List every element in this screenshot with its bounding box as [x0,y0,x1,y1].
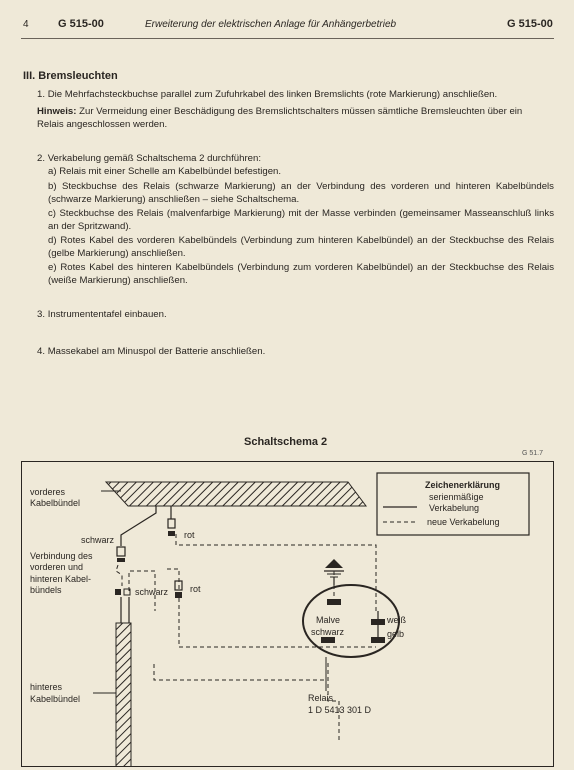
new-wire-d [176,534,376,611]
label-malve: Malve [316,615,341,625]
step-2c [48,208,554,233]
step-2d-letter: d) [48,235,57,246]
connector-rot-top-plug [168,531,175,536]
label-schwarz-top: schwarz [81,535,115,545]
label-schwarz-mid: schwarz [135,587,169,597]
label-kabelbuendel-rear: Kabelbündel [30,694,81,704]
step-2d-text: Rotes Kabel des vorderen Kabelbündels (Verbindung zum hinteren Kabelbündel) an der Steckbuchse des Relais (gelbe Markierung) anschließen. [48,235,554,259]
label-schwarz-relay: schwarz [311,627,345,637]
label-verbindung-1: Verbindung des [30,551,93,561]
hint-line2: Relais angeschlossen werden. [37,119,168,130]
step-3-text: Instrumententafel einbauen. [47,309,167,320]
wire-bridge-left [116,565,122,586]
connector-schwarz-mid-left [115,589,121,595]
label-kabelbuendel-front: Kabelbündel [30,498,81,508]
label-relais: Relais [308,693,334,703]
relay-terminal-weiss [371,619,385,625]
label-hinteres: hinteres [30,682,63,692]
step-2c-letter: c) [48,208,56,219]
doc-title: Erweiterung der elektrischen Anlage für Anhängerbetrieb [145,19,397,30]
step-2a-letter: a) [48,166,57,177]
step-2 [37,152,557,165]
doc-code-left: G 515-00 [58,18,104,30]
step-4-text: Massekabel am Minuspol der Batterie anschließen. [47,346,266,357]
step-2e-letter: e) [48,262,57,273]
hint [37,105,557,131]
header-rule [21,38,554,39]
step-2e-text: Rotes Kabel des hinteren Kabelbündels (Verbindung zum vorderen Kabelbündel) an der Steckbuchse des Relais (weiße Markierung) anschließen. [48,262,554,286]
label-verbindung-2: vorderen und [30,562,84,572]
ground-icon [325,559,343,568]
label-gelb: gelb [387,629,405,639]
wiring-diagram [21,461,554,767]
step-2b [48,181,554,206]
legend-dashed-label: neue Verkabelung [427,517,500,527]
step-1 [37,88,557,101]
hint-line1: Zur Vermeidung einer Beschädigung des Bremslichtschalters müssen sämtliche Bremsleuchten über ein [79,106,523,117]
label-verbindung-4: bündels [30,585,62,595]
new-wire-b [154,664,326,680]
step-2a-text: Relais mit einer Schelle am Kabelbündel befestigen. [59,166,282,177]
legend-title: Zeichenerklärung [425,480,501,490]
page-number: 4 [23,19,29,30]
step-2-number: 2. [37,153,46,164]
doc-code-right: G 515-00 [507,18,553,30]
section-title: III. Bremsleuchten [23,70,118,82]
legend-solid-label-2: Verkabelung [429,503,480,513]
label-verbindung-3: hinteren Kabel- [30,574,92,584]
connector-rot-mid-plug [175,592,182,598]
connector-rot-top [168,519,175,528]
new-wire-c [179,598,376,647]
legend-solid-label-1: serienmäßige [429,492,484,502]
step-2-text: Verkabelung gemäß Schaltschema 2 durchführen: [47,153,262,164]
step-4 [37,345,557,358]
step-4-number: 4. [37,346,46,357]
step-1-number: 1. [37,89,46,100]
wire-bridge-mid [167,569,179,589]
connector-schwarz-top-plug [117,558,125,562]
wire-schwarz-top [121,506,156,546]
step-2c-text: Steckbuchse des Relais (malvenfarbige Markierung) mit der Masse verbinden (gemeinsamer Masseanschluß links an der Spritzwand). [48,208,554,232]
relay-terminal-gelb [371,637,385,643]
step-1-text: Die Mehrfachsteckbuchse parallel zum Zufuhrkabel des linken Bremslichts (rote Markierung) anschließen. [47,89,498,100]
figure-id: G 51.7 [522,450,544,457]
step-2b-text: Steckbuchse des Relais (schwarze Markierung) an der Verbindung des vorderen und hinteren Kabelbündels (schwarze Markierung) anschließen – siehe Schaltschema. [48,181,554,205]
label-vorderes: vorderes [30,487,66,497]
label-rot-top: rot [184,530,195,540]
relay-terminal-malve [327,599,341,605]
connector-schwarz-top [117,547,125,556]
hint-label: Hinweis: [37,106,77,117]
step-3 [37,308,557,321]
label-weiss: weiß [387,615,407,625]
step-3-number: 3. [37,309,46,320]
diagram-title: Schaltschema 2 [244,436,328,448]
rear-harness-band [116,623,131,767]
step-2a [48,166,554,179]
front-harness-band [106,482,366,506]
step-2b-letter: b) [48,181,57,192]
step-2e [48,262,554,287]
step-2d [48,235,554,260]
label-rot-mid: rot [190,584,201,594]
label-relais-number: 1 D 5413 301 D [308,705,372,715]
